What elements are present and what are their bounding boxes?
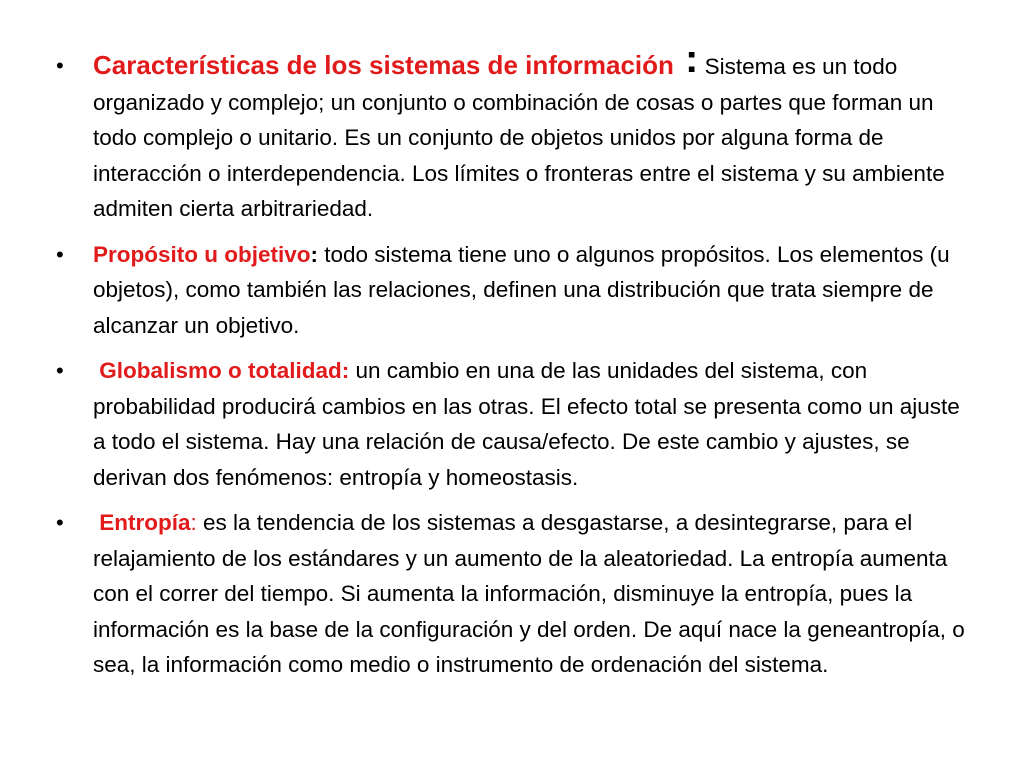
term-entropia: Entropía (93, 510, 191, 535)
item-body: todo sistema tiene uno o algunos propósitos. Los elementos (u objetos), como también las relaciones, definen una distribución que trata siempre de alcanzar un objetivo. (93, 241, 950, 338)
bullet-list (56, 37, 968, 683)
bullet-icon: • (56, 510, 64, 535)
term-separator: : (310, 241, 318, 267)
list-item (56, 37, 968, 227)
term-globalismo: Globalismo o totalidad: (93, 358, 350, 383)
term-separator: : (190, 510, 197, 535)
list-item (56, 237, 968, 344)
item-body: un cambio en una de las unidades del sistema, con probabilidad producirá cambios en las otras. El efecto total se presenta como un ajuste a todo el sistema. Hay una relación de causa/efecto. De este cambio y ajustes, se derivan dos fenómenos: entropía y homeostasis. (93, 358, 960, 490)
bullet-icon: • (56, 358, 64, 383)
list-item (56, 353, 968, 495)
term-caracteristicas: Características de los sistemas de información (93, 50, 674, 80)
item-body: es la tendencia de los sistemas a desgastarse, a desintegrarse, para el relajamiento de los estándares y un aumento de la aleatoriedad. La entropía aumenta con el correr del tiempo. Si aumenta la información, disminuye la entropía, pues la información es la base de la configuración y del orden. De aquí nace la geneantropía, o sea, la información como medio o instrumento de ordenación del sistema. (93, 510, 965, 677)
term-proposito: Propósito u objetivo (93, 241, 311, 267)
item-body: Sistema es un todo organizado y complejo; un conjunto o combinación de cosas o partes que forman un todo complejo o unitario. Es un conjunto de objetos unidos por alguna forma de interacción o interdependencia. Los límites o fronteras entre el sistema y su ambiente admiten cierta arbitrariedad. (93, 54, 945, 221)
bullet-icon: • (56, 241, 64, 267)
list-item (56, 505, 968, 683)
bullet-icon: • (56, 53, 64, 78)
term-separator: : (673, 37, 699, 81)
